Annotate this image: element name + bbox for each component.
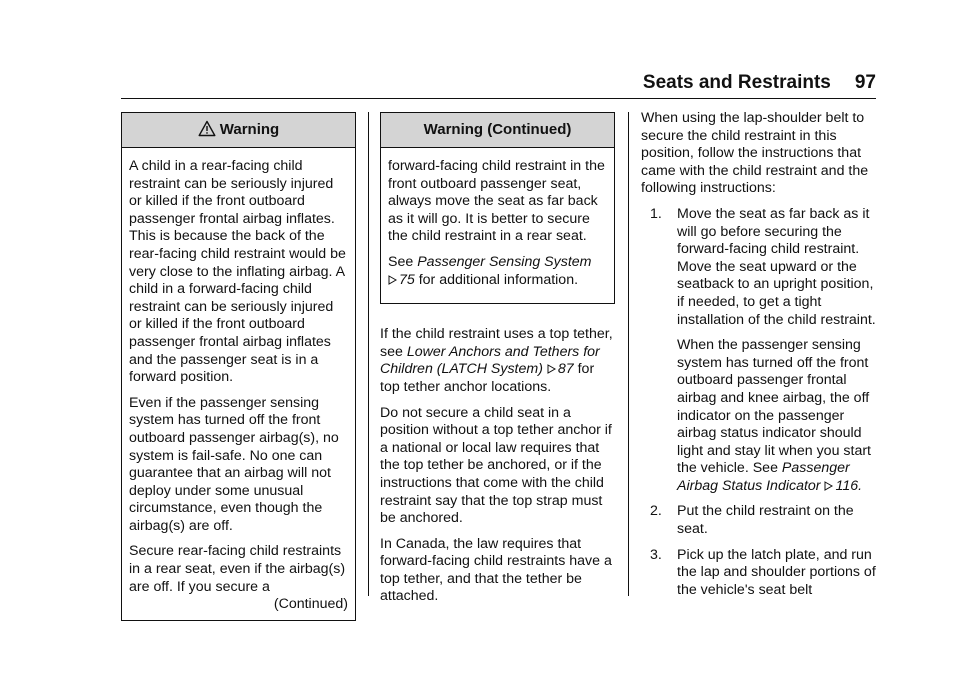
body-text: . bbox=[858, 477, 863, 494]
cross-reference-triangle-icon bbox=[388, 273, 397, 283]
list-item bbox=[641, 503, 877, 538]
warning-paragraph: A child in a rear-facing child restraint can be seriously injured or killed if the front outboard passenger frontal airbag inflates. This is because the back of the rear-facing child restraint would be very close to the inflating airbag. A child in a forward-facing child restraint can be seriously injured or killed if the front outboard passenger frontal airbag inflates and the passenger seat is in a forward position. bbox=[129, 158, 346, 386]
step-text: Pick up the latch plate, and run the lap and shoulder portions of the vehicle's seat belt bbox=[677, 546, 876, 598]
warning-continued-header: Warning (Continued) bbox=[381, 113, 614, 148]
see-reference-paragraph bbox=[388, 254, 607, 289]
column-divider bbox=[368, 112, 369, 596]
step-subparagraph bbox=[677, 337, 877, 495]
body-text: When the passenger sensing system has turned off the front outboard passenger frontal airbag and knee airbag, the off indicator on the passenger airbag status indicator should light and stay lit when you start the vehicle. See bbox=[677, 337, 871, 477]
step-text: Put the child restraint on the seat. bbox=[677, 503, 854, 538]
step-number: 3. bbox=[650, 546, 662, 563]
body-paragraph: Do not secure a child seat in a position without a top tether anchor if a national or local law requires that the top tether be anchored, or if the instructions that come with the child restraint say that the top strap must be anchored. bbox=[380, 404, 612, 527]
column-1 bbox=[121, 112, 356, 621]
warning-continued-box bbox=[380, 112, 615, 304]
reference-page[interactable]: 87 bbox=[557, 361, 574, 378]
step-number: 1. bbox=[650, 205, 662, 222]
reference-link[interactable]: Passenger Airbag Status Indicator bbox=[677, 460, 850, 494]
see-label: See bbox=[388, 253, 418, 270]
reference-tail: for additional information. bbox=[414, 271, 579, 288]
warning-box-title: Warning bbox=[219, 121, 280, 138]
reference-page[interactable]: 116 bbox=[835, 477, 859, 494]
cross-reference-triangle-icon bbox=[824, 479, 833, 489]
page-header bbox=[121, 72, 876, 94]
page-number: 97 bbox=[854, 72, 876, 93]
header-rule bbox=[121, 98, 876, 99]
reference-link[interactable]: Passenger Sensing System bbox=[417, 253, 592, 270]
warning-paragraph: Secure rear-facing child restraints in a rear seat, even if the airbag(s) are off. If you secure a bbox=[129, 543, 346, 595]
instruction-list bbox=[641, 206, 877, 599]
reference-page[interactable]: 75 bbox=[399, 271, 415, 288]
continued-label: (Continued) bbox=[273, 596, 348, 613]
body-text: If the child restraint uses a top tether, see bbox=[380, 326, 613, 360]
column-divider bbox=[628, 112, 629, 596]
step-text: Move the seat as far back as it will go before securing the forward-facing child restraint. Move the seat upward or the seatback to an upright position, if needed, to get a tight installation of the child restraint. bbox=[677, 205, 876, 328]
warning-paragraph: forward-facing child restraint in the front outboard passenger seat, always move the seat as far back as it will go. It is better to secure the child restraint in a rear seat. bbox=[388, 158, 605, 245]
warning-continued-body bbox=[381, 148, 614, 303]
list-item bbox=[641, 547, 877, 600]
warning-box bbox=[121, 112, 356, 621]
list-item bbox=[641, 206, 877, 496]
warning-paragraph: Even if the passenger sensing system has turned off the front outboard passenger airbag(s), no system is fail-safe. No one can guarantee that an airbag will not deploy under some unusual circumstance, even though the airbag(s) are off. bbox=[129, 394, 339, 534]
warning-box-header bbox=[122, 113, 355, 148]
warning-box-body bbox=[122, 148, 355, 620]
section-title: Seats and Restraints bbox=[642, 72, 831, 93]
column-2 bbox=[380, 112, 615, 614]
reference-link[interactable]: Lower Anchors and Tethers for Children (LATCH System) bbox=[380, 343, 600, 378]
column-3 bbox=[641, 110, 877, 607]
cross-reference-triangle-icon bbox=[547, 362, 556, 372]
warning-triangle-icon bbox=[198, 116, 216, 150]
body-text: for top tether anchor locations. bbox=[380, 361, 595, 395]
step-number: 2. bbox=[650, 503, 662, 520]
body-paragraph: In Canada, the law requires that forward-facing child restraints have a top tether, and that the tether be attached. bbox=[380, 535, 612, 605]
body-paragraph bbox=[380, 326, 615, 396]
intro-paragraph: When using the lap-shoulder belt to secure the child restraint in this position, follow the instructions that came with the child restraint and the following instructions: bbox=[641, 110, 869, 197]
